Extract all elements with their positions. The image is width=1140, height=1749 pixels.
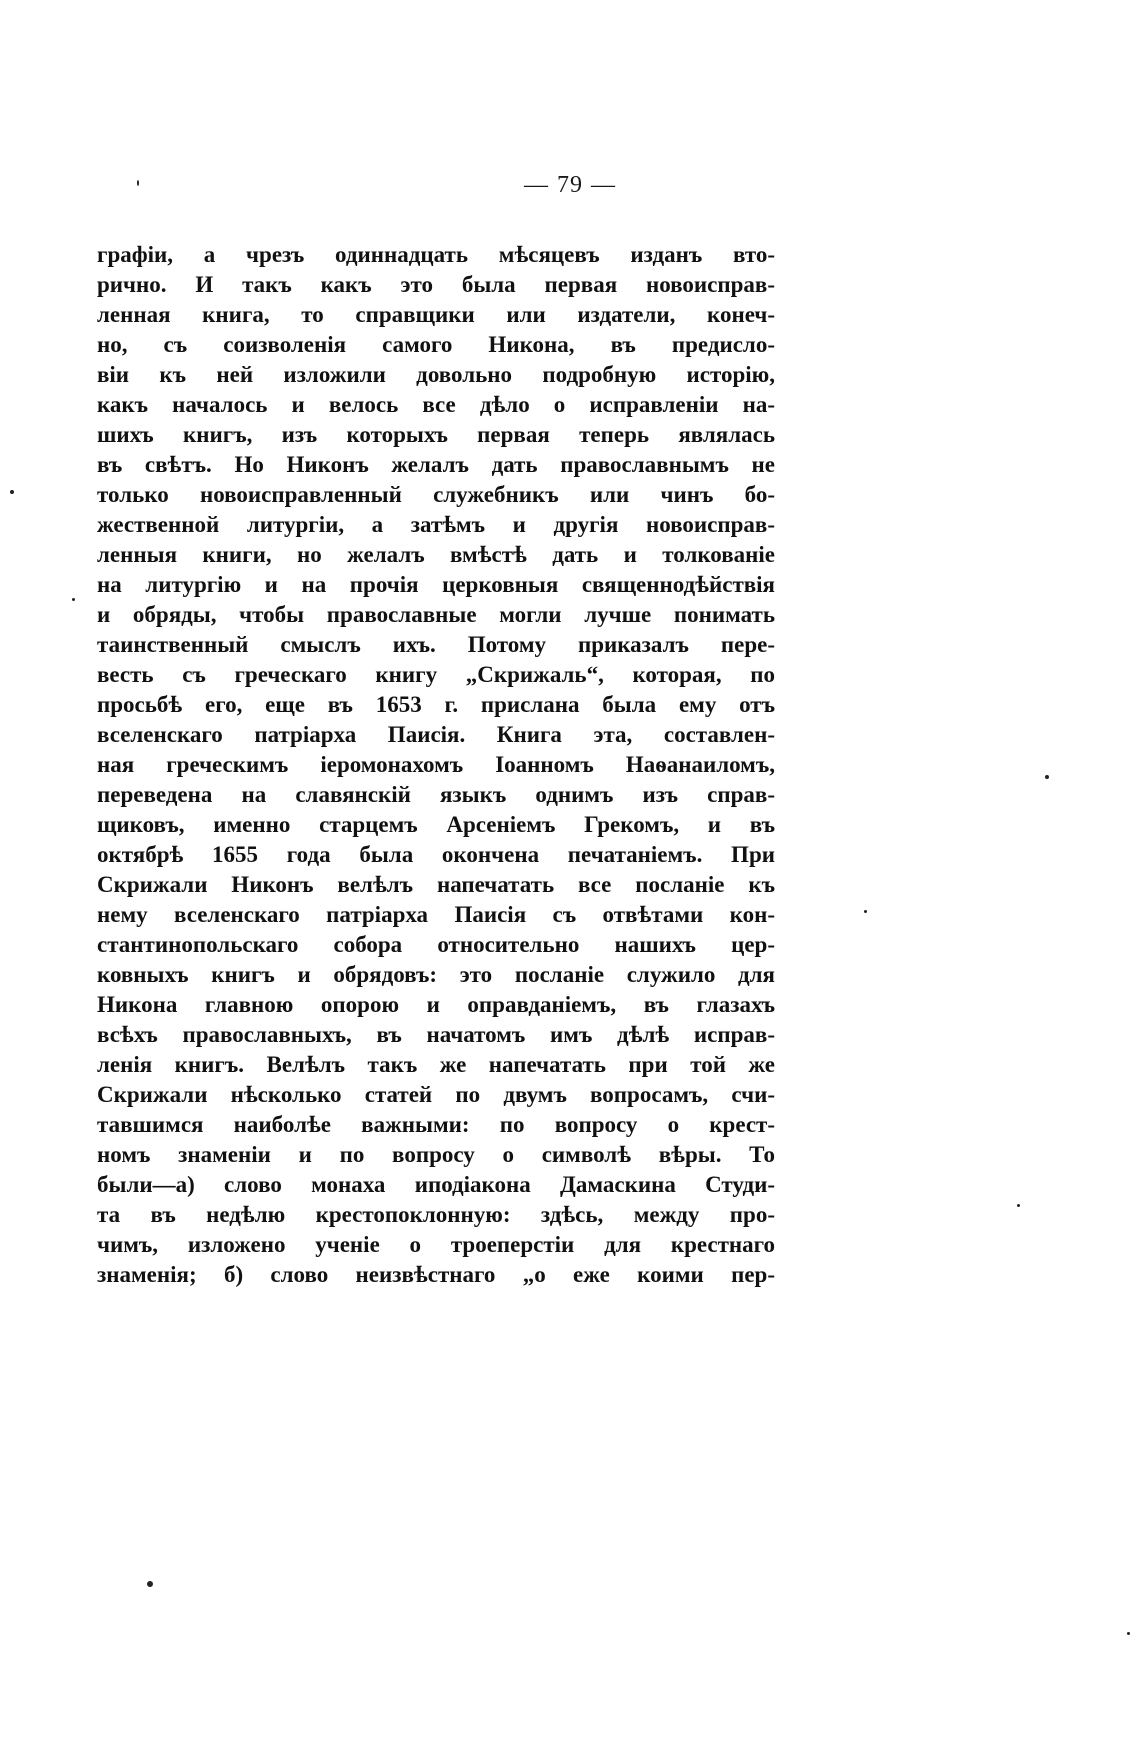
page-number-header [0,172,1140,199]
text-line: на литургію и на прочія церковныя священнодѣйствія [97,572,775,597]
text-line: ковныхъ книгъ и обрядовъ: это посланіе служило для [97,962,775,987]
text-line: Скрижали нѣсколько статей по двумъ вопросамъ, счи- [97,1082,775,1107]
text-line: Скрижали Никонъ велѣлъ напечатать все посланіе къ [97,872,775,897]
text-line: только новоисправленный служебникъ или чинъ бо- [97,482,775,507]
scan-speck [137,180,139,186]
text-line: какъ началось и велось все дѣло о исправленіи на- [97,392,775,417]
text-line: віи къ ней изложили довольно подробную исторію, [97,362,775,387]
text-line: знаменія; б) слово неизвѣстнаго „о еже коими пер- [97,1262,775,1287]
text-line: нему вселенскаго патріарха Паисія съ отвѣтами кон- [97,902,775,927]
text-line: щиковъ, именно старцемъ Арсеніемъ Грекомъ, и въ [97,812,775,837]
text-line: тавшимся наиболѣе важными: по вопросу о крест- [97,1112,775,1137]
text-line: та въ недѣлю крестопоклонную: здѣсь, между про- [97,1202,775,1227]
text-line: ленныя книги, но желалъ вмѣстѣ дать и толкованіе [97,542,775,567]
text-line: ная греческимъ іеромонахомъ Іоанномъ Наѳанаиломъ, [97,752,775,777]
text-line: но, съ соизволенія самого Никона, въ предисло- [97,332,775,357]
text-line: октябрѣ 1655 года была окончена печатаніемъ. При [97,842,775,867]
text-line: просьбѣ его, еще въ 1653 г. прислана была ему отъ [97,692,775,717]
text-line: рично. И такъ какъ это была первая новоисправ- [97,272,775,297]
text-line: переведена на славянскій языкъ однимъ изъ справ- [97,782,775,807]
scan-speck [864,910,867,913]
scan-speck [1127,1632,1130,1635]
scan-speck [1017,1204,1020,1207]
text-line: весть съ греческаго книгу „Скрижаль“, которая, по [97,662,775,687]
text-line: таинственный смыслъ ихъ. Потому приказалъ пере- [97,632,775,657]
scan-speck [1045,775,1049,779]
text-line: номъ знаменіи и по вопросу о символѣ вѣры. То [97,1142,775,1167]
text-line: ленная книга, то справщики или издатели, конеч- [97,302,775,327]
text-line: ленія книгъ. Велѣлъ такъ же напечатать при той же [97,1052,775,1077]
scan-speck [72,598,75,601]
page-number: 79 [557,172,583,198]
dash-left: — [524,172,549,198]
text-line: графіи, а чрезъ одиннадцать мѣсяцевъ изданъ вто- [97,242,775,267]
body-text [97,240,775,1290]
text-line: въ свѣтъ. Но Никонъ желалъ дать православнымъ не [97,452,775,477]
text-line: Никона главною опорою и оправданіемъ, въ глазахъ [97,992,775,1017]
scan-speck [147,1581,153,1587]
text-line: чимъ, изложено ученіе о троеперстіи для крестнаго [97,1232,775,1257]
dash-right: — [591,172,616,198]
text-line: были—а) слово монаха иподіакона Дамаскина Студи- [97,1172,775,1197]
text-line: всѣхъ православныхъ, въ начатомъ имъ дѣлѣ исправ- [97,1022,775,1047]
text-line: вселенскаго патріарха Паисія. Книга эта, составлен- [97,722,775,747]
text-line: жественной литургіи, а затѣмъ и другія новоисправ- [97,512,775,537]
text-line: стантинопольскаго собора относительно нашихъ цер- [97,932,775,957]
text-line: и обряды, чтобы православные могли лучше понимать [97,602,775,627]
text-line: шихъ книгъ, изъ которыхъ первая теперь являлась [97,422,775,447]
scan-speck [10,490,14,494]
